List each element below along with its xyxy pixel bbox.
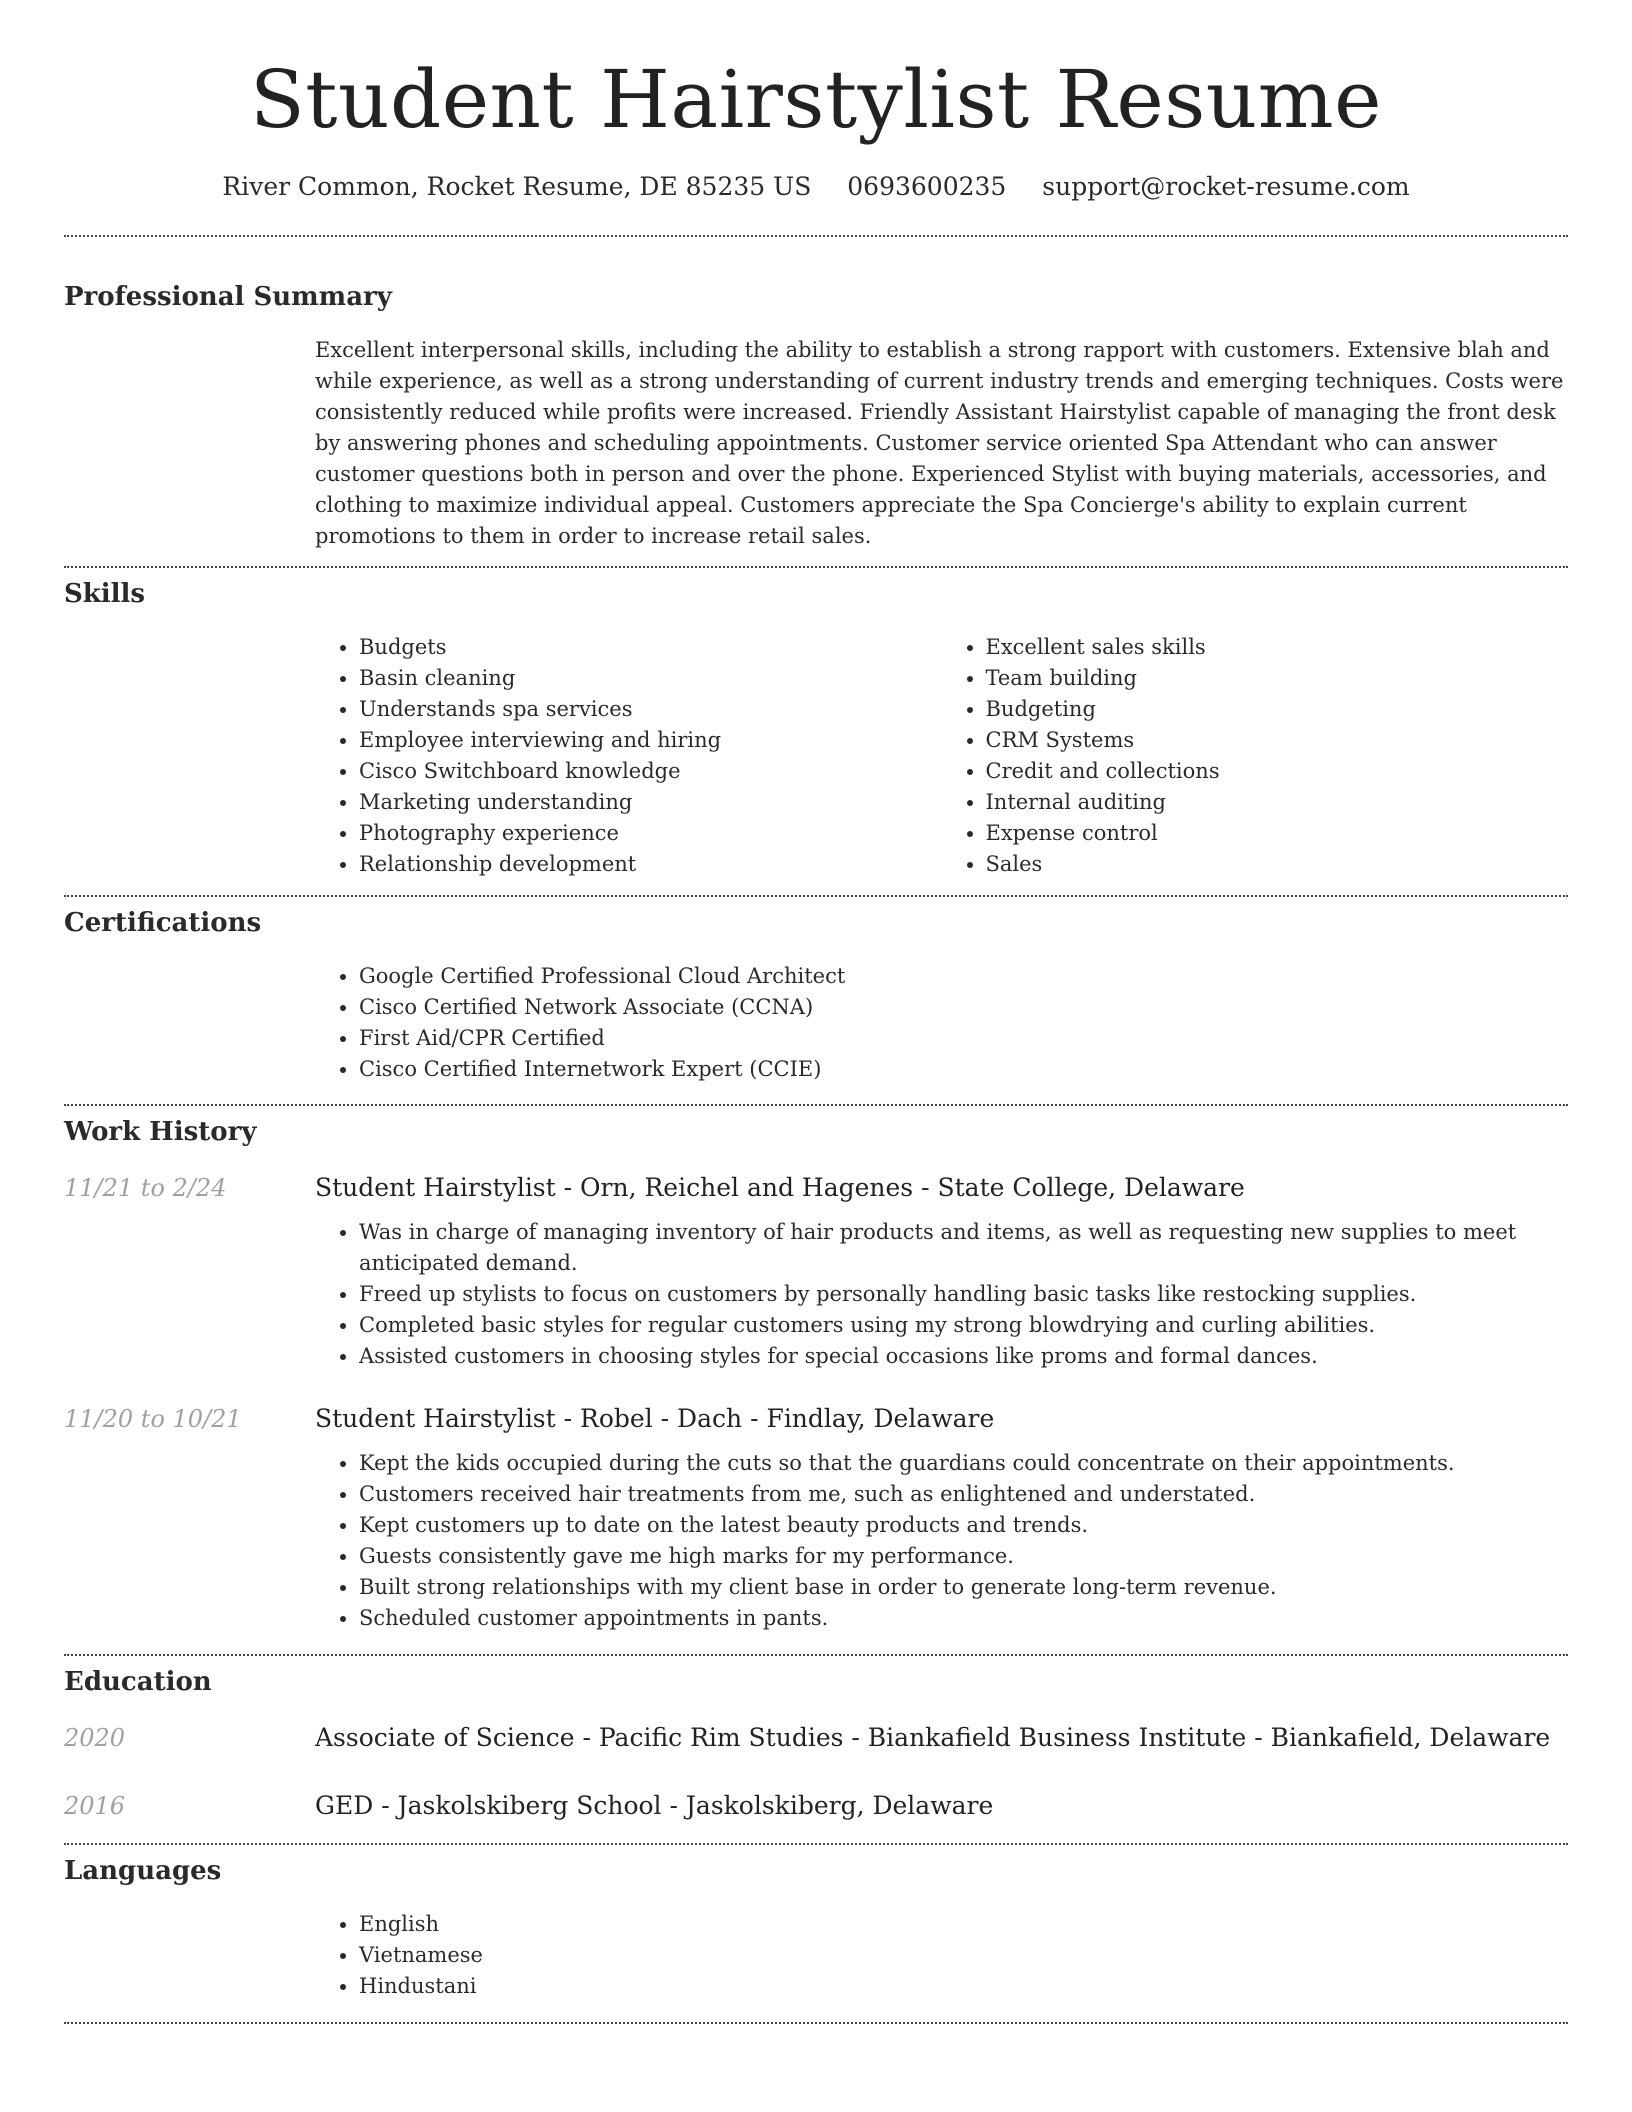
skills-grid bbox=[315, 632, 1568, 880]
certifications-list bbox=[315, 961, 1568, 1085]
job-bullet: • Kept the kids occupied during the cuts so that the guardians could concentrate on their appointments. bbox=[359, 1448, 1568, 1479]
skill-item: • Relationship development bbox=[359, 849, 942, 880]
skill-item: • Marketing understanding bbox=[359, 787, 942, 818]
job-bullets bbox=[315, 1448, 1568, 1634]
job-role: Student Hairstylist bbox=[315, 1173, 556, 1202]
job-heading: Student Hairstylist - Orn, Reichel and Hagenes - State College, Delaware bbox=[315, 1173, 1245, 1202]
certifications-title: Certifications bbox=[64, 908, 262, 938]
certification-item: • First Aid/CPR Certified bbox=[359, 1023, 1568, 1054]
job-bullet: • Was in charge of managing inventory of hair products and items, as well as requesting new supplies to meet anticipated demand. bbox=[359, 1217, 1568, 1279]
summary-text: Excellent interpersonal skills, including the ability to establish a strong rapport with customers. Extensive blah and while experience, as well as a strong understanding of current industry trends and emerging techniques. Costs were consistently reduced while profits were increased. Friendly Assistant Hairstylist capable of managing the front desk by answering phones and scheduling appointments. Customer service oriented Spa Attendant who can answer customer questions both in person and over the phone. Experienced Stylist with buying materials, accessories, and clothing to maximize individual appeal. Customers appreciate the Spa Concierge's ability to explain current promotions to them in order to increase retail sales. bbox=[315, 338, 1564, 548]
job-dates: 11/21 to 2/24 bbox=[64, 1174, 227, 1202]
job-role: Student Hairstylist bbox=[315, 1404, 556, 1433]
certification-item: • Cisco Certified Internetwork Expert (CCIE) bbox=[359, 1054, 1568, 1085]
job-bullet: • Scheduled customer appointments in pants. bbox=[359, 1603, 1568, 1634]
skills-section bbox=[64, 577, 1568, 880]
skill-item: • CRM Systems bbox=[986, 725, 1569, 756]
job-bullet: • Built strong relationships with my client base in order to generate long-term revenue. bbox=[359, 1572, 1568, 1603]
skill-item: • Expense control bbox=[986, 818, 1569, 849]
contact-phone: 0693600235 bbox=[847, 172, 1007, 201]
skill-item: • Excellent sales skills bbox=[986, 632, 1569, 663]
job-entry bbox=[64, 1402, 1568, 1634]
job-heading: Student Hairstylist - Robel - Dach - Findlay, Delaware bbox=[315, 1404, 995, 1433]
certifications-section bbox=[64, 906, 1568, 1085]
contact-line bbox=[64, 170, 1568, 204]
job-location: Findlay, Delaware bbox=[766, 1404, 995, 1433]
section-divider bbox=[64, 895, 1568, 897]
job-bullet: • Customers received hair treatments from me, such as enlightened and understated. bbox=[359, 1479, 1568, 1510]
certification-item: • Cisco Certified Network Associate (CCNA) bbox=[359, 992, 1568, 1023]
skill-item: • Sales bbox=[986, 849, 1569, 880]
education-year: 2020 bbox=[64, 1724, 126, 1752]
resume-title: Student Hairstylist Resume bbox=[250, 53, 1382, 146]
job-entry bbox=[64, 1171, 1568, 1372]
skill-item: • Understands spa services bbox=[359, 694, 942, 725]
skill-item: • Cisco Switchboard knowledge bbox=[359, 756, 942, 787]
section-divider bbox=[64, 2022, 1568, 2024]
job-company: Robel - Dach bbox=[580, 1404, 743, 1433]
skill-item: • Photography experience bbox=[359, 818, 942, 849]
job-bullet: • Kept customers up to date on the latest beauty products and trends. bbox=[359, 1510, 1568, 1541]
section-divider bbox=[64, 1654, 1568, 1656]
work-section bbox=[64, 1115, 1568, 1634]
section-divider bbox=[64, 235, 1568, 237]
work-title: Work History bbox=[64, 1117, 257, 1147]
section-divider bbox=[64, 566, 1568, 568]
skills-title: Skills bbox=[64, 579, 146, 609]
language-item: • Vietnamese bbox=[359, 1940, 1568, 1971]
education-entry bbox=[64, 1789, 1568, 1823]
skills-list-right bbox=[942, 632, 1569, 880]
job-bullet: • Completed basic styles for regular customers using my strong blowdrying and curling abilities. bbox=[359, 1310, 1568, 1341]
skills-list-left bbox=[315, 632, 942, 880]
languages-list bbox=[315, 1909, 1568, 2002]
skill-item: • Basin cleaning bbox=[359, 663, 942, 694]
summary-section bbox=[64, 280, 1568, 552]
summary-title: Professional Summary bbox=[64, 282, 392, 312]
education-year: 2016 bbox=[64, 1792, 126, 1820]
skill-item: • Budgets bbox=[359, 632, 942, 663]
skill-item: • Credit and collections bbox=[986, 756, 1569, 787]
job-bullet: • Assisted customers in choosing styles for special occasions like proms and formal dances. bbox=[359, 1341, 1568, 1372]
job-bullets bbox=[315, 1217, 1568, 1372]
languages-title: Languages bbox=[64, 1856, 222, 1886]
job-bullet: • Guests consistently gave me high marks for my performance. bbox=[359, 1541, 1568, 1572]
languages-section bbox=[64, 1854, 1568, 2002]
job-dates: 11/20 to 10/21 bbox=[64, 1405, 242, 1433]
education-title: Education bbox=[64, 1667, 212, 1697]
contact-address: River Common, Rocket Resume, DE 85235 US bbox=[222, 172, 812, 201]
education-entry bbox=[64, 1721, 1568, 1755]
job-bullet: • Freed up stylists to focus on customers by personally handling basic tasks like restocking supplies. bbox=[359, 1279, 1568, 1310]
job-company: Orn, Reichel and Hagenes bbox=[580, 1173, 914, 1202]
section-divider bbox=[64, 1104, 1568, 1106]
certification-item: • Google Certified Professional Cloud Architect bbox=[359, 961, 1568, 992]
skill-item: • Team building bbox=[986, 663, 1569, 694]
skill-item: • Internal auditing bbox=[986, 787, 1569, 818]
job-location: State College, Delaware bbox=[937, 1173, 1245, 1202]
skill-item: • Employee interviewing and hiring bbox=[359, 725, 942, 756]
education-text: Associate of Science - Pacific Rim Studies - Biankafield Business Institute - Biankafield, Delaware bbox=[315, 1723, 1551, 1752]
section-divider bbox=[64, 1843, 1568, 1845]
skill-item: • Budgeting bbox=[986, 694, 1569, 725]
education-text: GED - Jaskolskiberg School - Jaskolskiberg, Delaware bbox=[315, 1791, 994, 1820]
language-item: • English bbox=[359, 1909, 1568, 1940]
language-item: • Hindustani bbox=[359, 1971, 1568, 2002]
contact-email: support@rocket-resume.com bbox=[1042, 172, 1410, 201]
education-section bbox=[64, 1665, 1568, 1823]
